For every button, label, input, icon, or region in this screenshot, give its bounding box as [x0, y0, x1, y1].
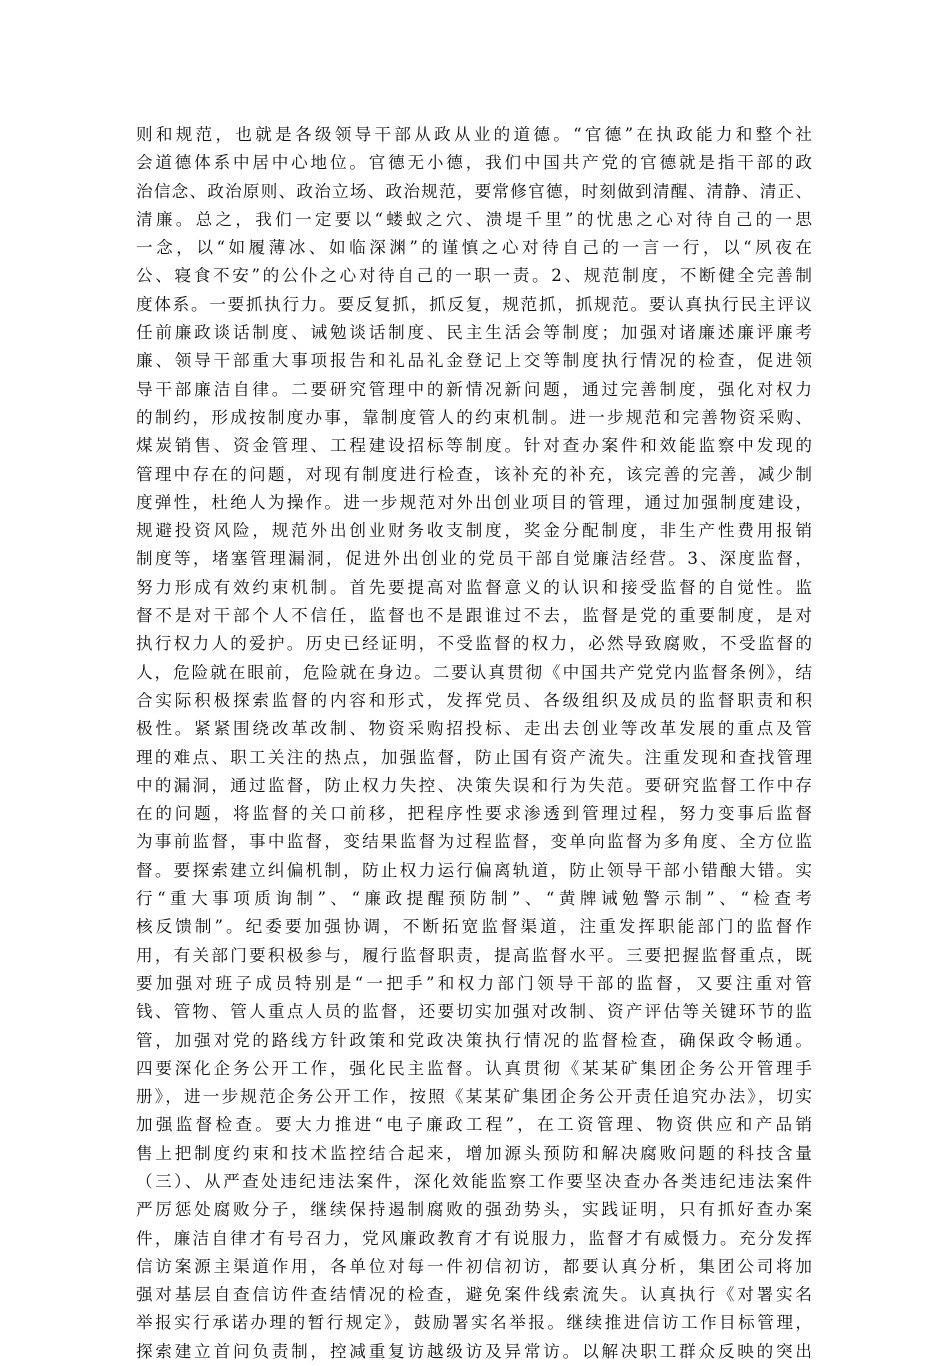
text-line: 督不是对干部个人不信任，监督也不是跟谁过不去，监督是党的重要制度，是对 [136, 606, 812, 626]
text-line: 人，危险就在眼前，危险就在身边。二要认真贯彻《中国共产党党内监督条例》，结 [136, 662, 812, 682]
text-line: 信访案源主渠道作用，各单位对每一件初信初访，都要认真分析，集团公司将加 [136, 1256, 812, 1276]
text-line: 举报实行承诺办理的暂行规定》，鼓励署实名举报。继续推进信访工作目标管理， [136, 1313, 812, 1333]
text-line: 严厉惩处腐败分子，继续保持遏制腐败的强劲势头，实践证明，只有抓好查办案 [136, 1200, 812, 1220]
text-line: 探索建立首问负责制，控减重复访越级访及异常访。以解决职工群众反映的突出 [136, 1341, 812, 1361]
text-line: 要加强对班子成员特别是“一把手”和权力部门领导干部的监督，又要注重对管 [136, 973, 812, 993]
text-line: 管，加强对党的路线方针政策和党政决策执行情况的监督检查，确保政令畅通。 [136, 1030, 812, 1050]
text-line: （三）、从严查处违纪违法案件，深化效能监察工作要坚决查办各类违纪违法案件 [136, 1171, 812, 1191]
text-line: 导干部廉洁自律。二要研究管理中的新情况新问题，通过完善制度，强化对权力 [136, 379, 812, 399]
text-line: 执行权力人的爱护。历史已经证明，不受监督的权力，必然导致腐败，不受监督的 [136, 634, 812, 654]
text-line: 件，廉洁自律才有号召力，党风廉政教育才有说服力，监督才有威慑力。充分发挥 [136, 1228, 812, 1248]
text-line: 清廉。总之，我们一定要以“蝼蚁之穴、溃堤千里”的忧患之心对待自己的一思 [136, 209, 812, 229]
body-text [136, 121, 812, 1366]
text-line: 册》，进一步规范企务公开工作，按照《某某矿集团企务公开责任追究办法》，切实 [136, 1087, 812, 1107]
text-line: 的制约，形成按制度办事，靠制度管人的约束机制。进一步规范和完善物资采购、 [136, 407, 812, 427]
text-line: 在的问题，将监督的关口前移，把程序性要求渗透到管理过程，努力变事后监督 [136, 804, 812, 824]
text-line: 则和规范，也就是各级领导干部从政从业的道德。“官德”在执政能力和整个社 [136, 125, 812, 144]
text-line: 为事前监督，事中监督，变结果监督为过程监督，变单向监督为多角度、全方位监 [136, 832, 812, 852]
text-line: 任前廉政谈话制度、诫勉谈话制度、民主生活会等制度；加强对诸廉述廉评廉考 [136, 323, 812, 343]
text-line: 加强监督检查。要大力推进“电子廉政工程”，在工资管理、物资供应和产品销 [136, 1115, 812, 1135]
text-line: 公、寝食不安”的公仆之心对待自己的一职一责。2、规范制度，不断健全完善制 [136, 266, 812, 286]
text-line: 度体系。一要抓执行力。要反复抓，抓反复，规范抓，抓规范。要认真执行民主评议 [136, 294, 812, 314]
text-line: 极性。紧紧围绕改革改制、物资采购招投标、走出去创业等改革发展的重点及管 [136, 719, 812, 739]
text-line: 治信念、政治原则、政治立场、政治规范，要常修官德，时刻做到清醒、清静、清正、 [136, 181, 812, 201]
text-line: 用，有关部门要积极参与，履行监督职责，提高监督水平。三要把握监督重点，既 [136, 945, 812, 965]
text-line: 规避投资风险，规范外出创业财务收支制度，奖金分配制度，非生产性费用报销 [136, 521, 812, 541]
text-line: 制度等，堵塞管理漏洞，促进外出创业的党员干部自觉廉洁经营。3、深度监督， [136, 549, 812, 569]
text-line: 中的漏洞，通过监督，防止权力失控、决策失误和行为失范。要研究监督工作中存 [136, 775, 812, 795]
text-line: 钱、管物、管人重点人员的监督，还要切实加强对改制、资产评估等关键环节的监 [136, 1002, 812, 1022]
text-line: 煤炭销售、资金管理、工程建设招标等制度。针对查办案件和效能监察中发现的 [136, 436, 812, 456]
text-line: 努力形成有效约束机制。首先要提高对监督意义的认识和接受监督的自觉性。监 [136, 577, 812, 597]
text-line: 管理中存在的问题，对现有制度进行检查，该补充的补充，该完善的完善，减少制 [136, 464, 812, 484]
text-line: 一念，以“如履薄冰、如临深渊”的谨慎之心对待自己的一言一行，以“夙夜在 [136, 238, 812, 258]
text-line: 行“重大事项质询制”、“廉政提醒预防制”、“黄牌诫勉警示制”、“检查考 [136, 889, 812, 909]
text-line: 核反馈制”。纪委要加强协调，不断拓宽监督渠道，注重发挥职能部门的监督作 [136, 917, 812, 937]
text-line: 廉、领导干部重大事项报告和礼品礼金登记上交等制度执行情况的检查，促进领 [136, 351, 812, 371]
text-line: 会道德体系中居中心地位。官德无小德，我们中国共产党的官德就是指干部的政 [136, 153, 812, 173]
text-line: 度弹性，杜绝人为操作。进一步规范对外出创业项目的管理，通过加强制度建设， [136, 492, 812, 512]
text-line: 合实际积极探索监督的内容和形式，发挥党员、各级组织及成员的监督职责和积 [136, 690, 812, 710]
text-line: 理的难点、职工关注的热点，加强监督，防止国有资产流失。注重发现和查找管理 [136, 747, 812, 767]
text-line: 四要深化企务公开工作，强化民主监督。认真贯彻《某某矿集团企务公开管理手 [136, 1058, 812, 1078]
text-line: 强对基层自查信访件查结情况的检查，避免案件线索流失。认真执行《对署实名 [136, 1285, 812, 1305]
text-line: 督。要探索建立纠偏机制，防止权力运行偏离轨道，防止领导干部小错酿大错。实 [136, 860, 812, 880]
text-line: 售上把制度约束和技术监控结合起来，增加源头预防和解决腐败问题的科技含量 [136, 1143, 812, 1163]
